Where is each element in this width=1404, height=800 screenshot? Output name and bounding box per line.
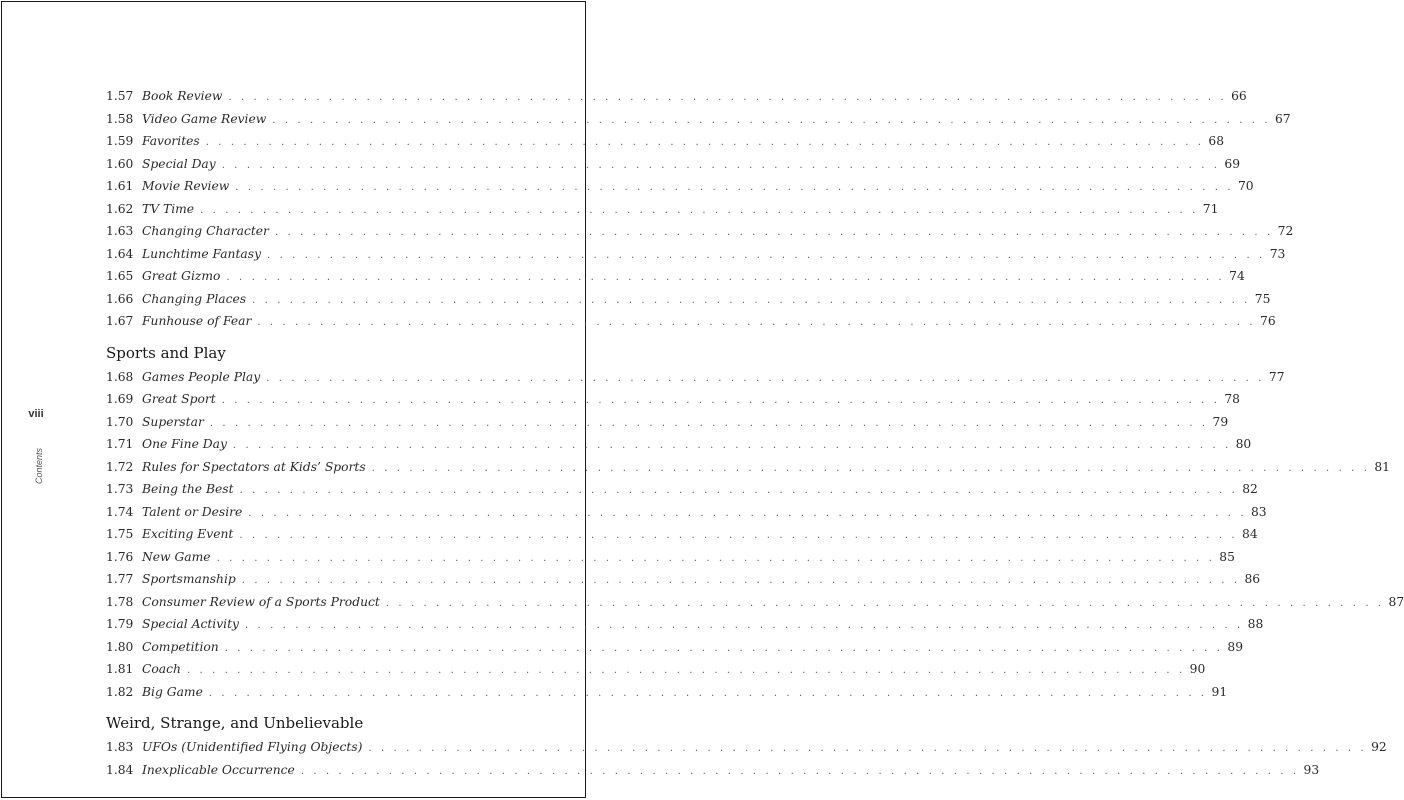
entry-number: 1.78 xyxy=(106,594,134,609)
entry-number: 1.83 xyxy=(106,740,134,754)
entry-number: 1.68 xyxy=(106,369,134,384)
entry-number: 1.84 xyxy=(106,762,134,777)
entry-page-number: 93 xyxy=(1303,762,1320,777)
dot-leader: . . . . . . . . . . . . . . . . . . . . . . . . . . . . . . . . . . . . . . . . . . . . . . . . . . . . . . . . . . . . . . . . . . . . . . . . . . . . . . . . xyxy=(239,530,1238,541)
side-tab xyxy=(26,408,46,498)
entry-page-number: 86 xyxy=(1244,572,1261,586)
toc-entry xyxy=(106,456,1390,479)
entry-title: Changing Places xyxy=(142,291,247,306)
entry-title: Funhouse of Fear xyxy=(142,314,252,328)
entry-number: 1.57 xyxy=(106,89,134,103)
entry-title: Book Review xyxy=(142,89,223,103)
toc-entry xyxy=(106,433,1252,456)
entry-number: 1.72 xyxy=(106,459,134,474)
entry-number: 1.74 xyxy=(106,504,134,519)
entry-page-number: 75 xyxy=(1254,291,1271,306)
entry-title: Changing Character xyxy=(142,224,269,238)
entry-page-number: 78 xyxy=(1224,392,1241,406)
entry-page-number: 80 xyxy=(1235,437,1252,451)
entry-title: Games People Play xyxy=(142,369,261,384)
entry-number: 1.65 xyxy=(106,269,134,283)
entry-number: 1.69 xyxy=(106,392,134,406)
entry-page-number: 88 xyxy=(1247,617,1264,631)
entry-title: Movie Review xyxy=(142,179,230,193)
toc-entry xyxy=(106,243,1286,266)
entry-title: Big Game xyxy=(142,684,203,699)
entry-number: 1.63 xyxy=(106,224,134,238)
entry-number: 1.80 xyxy=(106,639,134,654)
entry-title: Exciting Event xyxy=(142,527,234,541)
entry-page-number: 74 xyxy=(1229,269,1245,283)
entry-number: 1.61 xyxy=(106,179,134,193)
entry-page-number: 66 xyxy=(1231,89,1247,103)
entry-page-number: 85 xyxy=(1219,549,1235,564)
entry-page-number: 77 xyxy=(1268,369,1285,384)
entry-title: One Fine Day xyxy=(142,437,227,451)
entry-number: 1.76 xyxy=(106,549,134,564)
entry-page-number: 87 xyxy=(1388,594,1404,609)
entry-number: 1.62 xyxy=(106,201,134,216)
dot-leader: . . . . . . . . . . . . . . . . . . . . . . . . . . . . . . . . . . . . . . . . . . . . . . . . . . . . . . . . . . . . . . . . . . . . . . . . . . . . . . . . xyxy=(239,485,1238,496)
dot-leader: . . . . . . . . . . . . . . . . . . . . . . . . . . . . . . . . . . . . . . . . . . . . . . . . . . . . . . . . . . . . . . . . . . . . . . . . . . . . . . . . xyxy=(205,137,1205,148)
entry-number: 1.58 xyxy=(106,111,134,126)
entry-title: UFOs (Unidentified Flying Objects) xyxy=(142,740,363,754)
entry-title: TV Time xyxy=(142,201,195,216)
toc-entry xyxy=(106,478,1258,501)
dot-leader: . . . . . . . . . . . . . . . . . . . . . . . . . . . . . . . . . . . . . . . . . . . . . . . . . . . . . . . . . . . . . . . . . . . . . . . . . . . . . . . . xyxy=(241,575,1241,586)
toc-entry xyxy=(106,388,1241,411)
entry-page-number: 76 xyxy=(1260,314,1276,328)
entry-number: 1.71 xyxy=(106,437,134,451)
entry-page-number: 84 xyxy=(1242,527,1258,541)
dot-leader: . . . . . . . . . . . . . . . . . . . . . . . . . . . . . . . . . . . . . . . . . . . . . . . . . . . . . . . . . . . . . . . . . . . . . . . . . . . . . . . . xyxy=(248,507,1247,519)
dot-leader: . . . . . . . . . . . . . . . . . . . . . . . . . . . . . . . . . . . . . . . . . . . . . . . . . . . . . . . . . . . . . . . . . . . . . . . . . . . . . . . . xyxy=(266,372,1265,384)
entry-number: 1.66 xyxy=(106,291,134,306)
dot-leader: . . . . . . . . . . . . . . . . . . . . . . . . . . . . . . . . . . . . . . . . . . . . . . . . . . . . . . . . . . . . . . . . . . . . . . . . . . . . . . . . xyxy=(186,665,1186,676)
entry-title: Consumer Review of a Sports Product xyxy=(142,594,380,609)
toc-entry xyxy=(106,523,1258,546)
toc-entry xyxy=(106,198,1219,221)
dot-leader: . . . . . . . . . . . . . . . . . . . . . . . . . . . . . . . . . . . . . . . . . . . . . . . . . . . . . . . . . . . . . . . . . . . . . . . . . . . . . . . . xyxy=(235,182,1234,193)
toc-entry xyxy=(106,130,1225,153)
dot-leader: . . . . . . . . . . . . . . . . . . . . . . . . . . . . . . . . . . . . . . . . . . . . . . . . . . . . . . . . . . . . . . . . . . . . . . . . . . . . . . . . xyxy=(274,227,1274,238)
toc-entry xyxy=(106,220,1294,243)
dot-leader: . . . . . . . . . . . . . . . . . . . . . . . . . . . . . . . . . . . . . . . . . . . . . . . . . . . . . . . . . . . . . . . . . . . . . . . . . . . . . . . . xyxy=(257,317,1256,328)
toc-entry xyxy=(106,636,1244,659)
entry-title: Superstar xyxy=(142,414,204,429)
section-heading: Weird, Strange, and Unbelievable xyxy=(106,714,364,732)
entry-number: 1.64 xyxy=(106,246,134,261)
entry-title: Coach xyxy=(142,662,181,676)
entry-number: 1.79 xyxy=(106,617,134,631)
dot-leader: . . . . . . . . . . . . . . . . . . . . . . . . . . . . . . . . . . . . . . . . . . . . . . . . . . . . . . . . . . . . . . . . . . . . . . . . . . . . . . . . xyxy=(252,294,1251,306)
entry-page-number: 79 xyxy=(1212,414,1229,429)
toc-entry xyxy=(106,681,1228,704)
entry-number: 1.75 xyxy=(106,527,134,541)
entry-page-number: 73 xyxy=(1269,246,1286,261)
dot-leader: . . . . . . . . . . . . . . . . . . . . . . . . . . . . . . . . . . . . . . . . . . . . . . . . . . . . . . . . . . . . . . . . . . . . . . . . . . . . . . . . xyxy=(368,743,1367,754)
entry-title: Great Sport xyxy=(142,392,216,406)
dot-leader: . . . . . . . . . . . . . . . . . . . . . . . . . . . . . . . . . . . . . . . . . . . . . . . . . . . . . . . . . . . . . . . . . . . . . . . . . . . . . . . . xyxy=(385,597,1385,609)
dot-leader: . . . . . . . . . . . . . . . . . . . . . . . . . . . . . . . . . . . . . . . . . . . . . . . . . . . . . . . . . . . . . . . . . . . . . . . . . . . . . . . . xyxy=(371,462,1370,474)
toc-entry xyxy=(106,175,1254,198)
entry-title: Inexplicable Occurrence xyxy=(142,762,295,777)
toc-entry xyxy=(106,153,1241,176)
entry-title: Rules for Spectators at Kids’ Sports xyxy=(142,459,366,474)
entry-title: Being the Best xyxy=(142,482,234,496)
toc-entry xyxy=(106,568,1261,591)
toc-entry xyxy=(106,591,1404,614)
dot-leader: . . . . . . . . . . . . . . . . . . . . . . . . . . . . . . . . . . . . . . . . . . . . . . . . . . . . . . . . . . . . . . . . . . . . . . . . . . . . . . . . xyxy=(272,114,1271,126)
dot-leader: . . . . . . . . . . . . . . . . . . . . . . . . . . . . . . . . . . . . . . . . . . . . . . . . . . . . . . . . . . . . . . . . . . . . . . . . . . . . . . . . xyxy=(226,272,1225,283)
entry-page-number: 92 xyxy=(1371,740,1387,754)
dot-leader: . . . . . . . . . . . . . . . . . . . . . . . . . . . . . . . . . . . . . . . . . . . . . . . . . . . . . . . . . . . . . . . . . . . . . . . . . . . . . . . . xyxy=(267,249,1266,261)
entry-page-number: 68 xyxy=(1208,134,1225,148)
entry-page-number: 82 xyxy=(1242,482,1258,496)
entry-page-number: 90 xyxy=(1189,662,1206,676)
entry-page-number: 67 xyxy=(1274,111,1291,126)
entry-page-number: 72 xyxy=(1277,224,1294,238)
toc-entry xyxy=(106,501,1267,524)
dot-leader: . . . . . . . . . . . . . . . . . . . . . . . . . . . . . . . . . . . . . . . . . . . . . . . . . . . . . . . . . . . . . . . . . . . . . . . . . . . . . . . . xyxy=(300,765,1300,777)
entry-number: 1.73 xyxy=(106,482,134,496)
entry-number: 1.81 xyxy=(106,662,134,676)
toc-entry xyxy=(106,265,1245,288)
side-page-number: viii xyxy=(28,408,44,420)
entry-title: Special Activity xyxy=(142,617,239,631)
dot-leader: . . . . . . . . . . . . . . . . . . . . . . . . . . . . . . . . . . . . . . . . . . . . . . . . . . . . . . . . . . . . . . . . . . . . . . . . . . . . . . . . xyxy=(221,395,1221,406)
toc-entry xyxy=(106,108,1291,131)
toc-entry xyxy=(106,736,1387,759)
entry-title: New Game xyxy=(142,549,211,564)
entry-title: Competition xyxy=(142,639,219,654)
entry-number: 1.59 xyxy=(106,134,134,148)
entry-number: 1.77 xyxy=(106,572,134,586)
toc-entry xyxy=(106,288,1271,311)
entry-page-number: 83 xyxy=(1250,504,1267,519)
toc-entry xyxy=(106,613,1264,636)
toc-entry xyxy=(106,366,1285,389)
toc-entry xyxy=(106,411,1229,434)
entry-number: 1.60 xyxy=(106,156,134,171)
entry-title: Favorites xyxy=(142,134,200,148)
entry-page-number: 69 xyxy=(1224,156,1241,171)
dot-leader: . . . . . . . . . . . . . . . . . . . . . . . . . . . . . . . . . . . . . . . . . . . . . . . . . . . . . . . . . . . . . . . . . . . . . . . . . . . . . . . . xyxy=(224,642,1224,654)
entry-page-number: 71 xyxy=(1202,201,1219,216)
entry-title: Special Day xyxy=(142,156,216,171)
toc-entry xyxy=(106,658,1206,681)
entry-page-number: 81 xyxy=(1374,459,1390,474)
toc-entry xyxy=(106,310,1276,333)
dot-leader: . . . . . . . . . . . . . . . . . . . . . . . . . . . . . . . . . . . . . . . . . . . . . . . . . . . . . . . . . . . . . . . . . . . . . . . . . . . . . . . . xyxy=(209,417,1209,429)
entry-number: 1.70 xyxy=(106,414,134,429)
entry-page-number: 89 xyxy=(1227,639,1244,654)
entry-title: Talent or Desire xyxy=(142,504,243,519)
toc-entry xyxy=(106,85,1247,108)
entry-title: Lunchtime Fantasy xyxy=(142,246,262,261)
entry-number: 1.67 xyxy=(106,314,134,328)
entry-page-number: 70 xyxy=(1237,179,1254,193)
toc-entry xyxy=(106,546,1235,569)
entry-title: Video Game Review xyxy=(142,111,267,126)
dot-leader: . . . . . . . . . . . . . . . . . . . . . . . . . . . . . . . . . . . . . . . . . . . . . . . . . . . . . . . . . . . . . . . . . . . . . . . . . . . . . . . . xyxy=(208,687,1208,699)
table-of-contents xyxy=(106,85,1404,781)
entry-page-number: 91 xyxy=(1211,684,1228,699)
dot-leader: . . . . . . . . . . . . . . . . . . . . . . . . . . . . . . . . . . . . . . . . . . . . . . . . . . . . . . . . . . . . . . . . . . . . . . . . . . . . . . . . xyxy=(216,552,1215,564)
dot-leader: . . . . . . . . . . . . . . . . . . . . . . . . . . . . . . . . . . . . . . . . . . . . . . . . . . . . . . . . . . . . . . . . . . . . . . . . . . . . . . . . xyxy=(200,204,1199,216)
toc-entry xyxy=(106,759,1320,782)
dot-leader: . . . . . . . . . . . . . . . . . . . . . . . . . . . . . . . . . . . . . . . . . . . . . . . . . . . . . . . . . . . . . . . . . . . . . . . . . . . . . . . . xyxy=(232,440,1232,451)
dot-leader: . . . . . . . . . . . . . . . . . . . . . . . . . . . . . . . . . . . . . . . . . . . . . . . . . . . . . . . . . . . . . . . . . . . . . . . . . . . . . . . . xyxy=(221,159,1221,171)
entry-number: 1.82 xyxy=(106,684,134,699)
entry-title: Sportsmanship xyxy=(142,572,236,586)
dot-leader: . . . . . . . . . . . . . . . . . . . . . . . . . . . . . . . . . . . . . . . . . . . . . . . . . . . . . . . . . . . . . . . . . . . . . . . . . . . . . . . . xyxy=(244,620,1244,631)
entry-title: Great Gizmo xyxy=(142,269,221,283)
side-section-label: Contents xyxy=(34,447,44,484)
section-heading: Sports and Play xyxy=(106,343,226,362)
dot-leader: . . . . . . . . . . . . . . . . . . . . . . . . . . . . . . . . . . . . . . . . . . . . . . . . . . . . . . . . . . . . . . . . . . . . . . . . . . . . . . . . xyxy=(228,92,1227,103)
